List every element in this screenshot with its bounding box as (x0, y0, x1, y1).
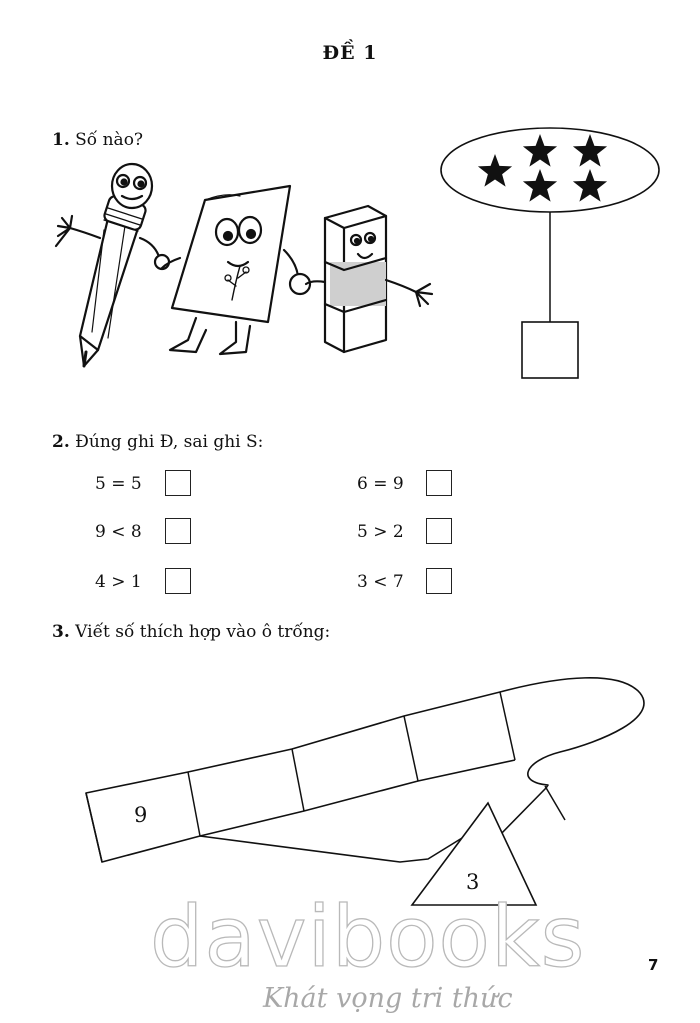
stationery-characters-illustration (56, 164, 432, 366)
true-false-answer-box[interactable] (426, 518, 452, 544)
exercise-2-prompt: Đúng ghi Đ, sai ghi S: (75, 432, 264, 452)
exercise-2-number: 2. (52, 432, 70, 452)
exercise-1-prompt: Số nào? (75, 130, 144, 150)
star-count-answer-box[interactable] (522, 322, 578, 378)
comparison-expression: 4 > 1 (95, 572, 142, 592)
page-title: ĐỀ 1 (322, 42, 378, 64)
watermark-brand: davibooks (150, 888, 586, 986)
comparison-expression: 5 = 5 (95, 474, 142, 494)
path-start-value: 9 (134, 803, 148, 827)
true-false-answer-box[interactable] (165, 470, 191, 496)
true-false-answer-box[interactable] (426, 470, 452, 496)
pencil-character-illustration (56, 164, 169, 366)
watermark-slogan: Khát vọng tri thức (263, 983, 513, 1014)
comparison-expression: 6 = 9 (357, 474, 404, 494)
eraser-character-illustration (306, 206, 432, 352)
page-number: 7 (648, 956, 659, 974)
comparison-expression: 3 < 7 (357, 572, 404, 592)
true-false-answer-box[interactable] (165, 518, 191, 544)
true-false-answer-box[interactable] (426, 568, 452, 594)
number-path-diagram (86, 676, 644, 905)
true-false-answer-box[interactable] (165, 568, 191, 594)
comparison-expression: 5 > 2 (357, 522, 404, 542)
star-set-ellipse (441, 128, 659, 212)
exercise-1-number: 1. (52, 130, 70, 150)
star-group-diagram (441, 128, 659, 378)
comparison-expression: 9 < 8 (95, 522, 142, 542)
exercise-3-heading (52, 622, 330, 642)
paper-character-illustration (162, 186, 310, 354)
triangle-value: 3 (466, 870, 480, 894)
exercise-3-prompt: Viết số thích hợp vào ô trống: (75, 622, 331, 642)
exercise-2-heading (52, 432, 263, 452)
exercise-3-number: 3. (52, 622, 70, 642)
